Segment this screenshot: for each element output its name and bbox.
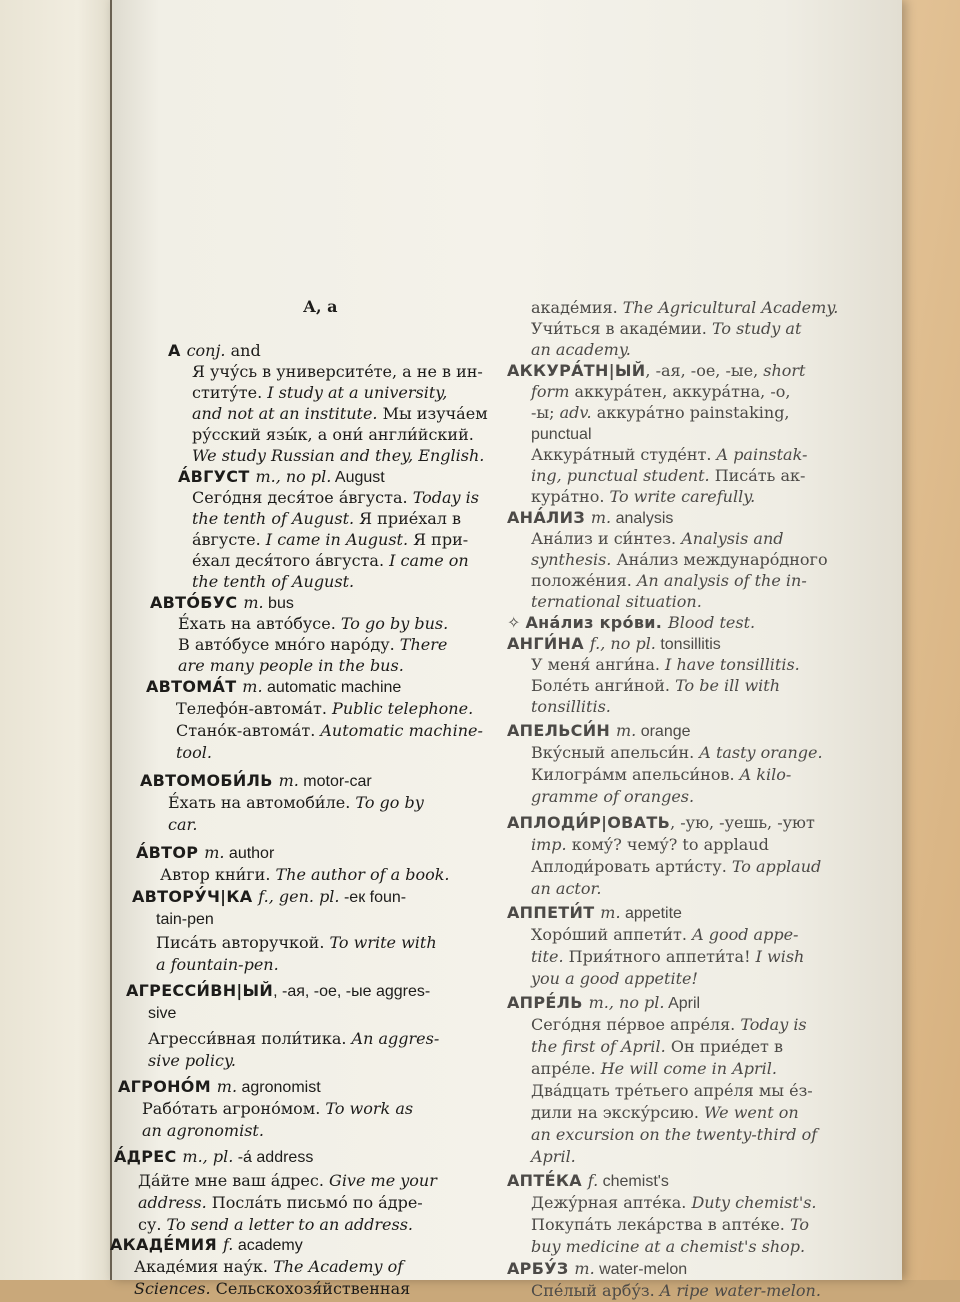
headword: А: [168, 341, 187, 360]
dictionary-line: [148, 1002, 176, 1025]
entry-text: , -ая, -ое, -ые aggres-: [273, 983, 431, 1000]
dictionary-line: [126, 980, 430, 1003]
translation-text: synthesis.: [531, 550, 617, 569]
dictionary-line: [110, 1234, 303, 1257]
headword: АППЕТИ́Т: [507, 903, 601, 922]
dictionary-line: [531, 297, 838, 319]
translation-text: and not at an institute.: [192, 404, 383, 423]
translation-text: An aggres-: [351, 1029, 440, 1048]
dictionary-line: [178, 634, 447, 656]
dictionary-line: [531, 381, 790, 403]
dictionary-line: [531, 1080, 813, 1102]
entry-text: Автор кни́ги.: [160, 865, 276, 884]
translation-text: the tenth of August.: [192, 509, 360, 528]
entry-text: sive: [148, 1005, 177, 1022]
translation-text: To send a letter to an address.: [166, 1215, 414, 1234]
dictionary-line: [192, 487, 479, 509]
dictionary-line: [138, 1214, 413, 1236]
headword: АГРОНО́М: [118, 1077, 217, 1096]
entry-text: Рабо́тать агроно́мом.: [142, 1099, 326, 1118]
dictionary-line: [531, 402, 790, 424]
translation-text: To go by bus.: [340, 614, 449, 633]
dictionary-line: [168, 340, 261, 362]
dictionary-line: [176, 698, 473, 720]
dictionary-line: [148, 1028, 439, 1050]
dictionary-line: [114, 1146, 313, 1169]
entry-text: Боле́ть анги́ной.: [531, 676, 676, 695]
headword: АПРЕ́ЛЬ: [507, 993, 589, 1012]
entry-text: appetite: [620, 905, 682, 922]
dictionary-line: [531, 570, 807, 592]
translation-text: He will come in April.: [600, 1059, 777, 1078]
entry-text: Я прие́хал в: [359, 509, 462, 528]
translation-text: To study at: [711, 319, 802, 338]
translation-text: We went on: [704, 1103, 799, 1122]
translation-text: The author of a book.: [275, 865, 450, 884]
translation-text: I came on: [389, 551, 469, 570]
headword: АККУРА́ТН|ЫЙ: [507, 361, 646, 380]
entry-text: -а́ address: [233, 1149, 314, 1166]
entry-text: аккура́тно painstaking,: [596, 403, 790, 422]
translation-text: tite.: [531, 947, 569, 966]
translation-text: The Academy of: [273, 1257, 404, 1276]
headword: АВТОРУ́Ч|КА: [132, 887, 259, 906]
headword: АВТОМА́Т: [146, 677, 243, 696]
dictionary-line: [531, 1102, 799, 1124]
dictionary-line: [531, 946, 804, 968]
headword: Ана́лиз кро́ви.: [525, 613, 669, 632]
translation-text: The Agricultural Academy.: [622, 298, 839, 317]
translation-text: A ripe water-melon.: [659, 1281, 821, 1300]
headword: АКАДЕ́МИЯ: [110, 1235, 223, 1254]
translation-text: tool.: [176, 743, 212, 762]
translation-text: buy medicine at a chemist's shop.: [531, 1237, 806, 1256]
entry-text: Сего́дня пе́рвое апре́ля.: [531, 1015, 741, 1034]
entry-text: orange: [636, 723, 691, 740]
dictionary-line: [507, 612, 755, 634]
translation-text: To write with: [329, 933, 437, 952]
dictionary-line: [531, 318, 801, 340]
translation-text: m.: [216, 1077, 238, 1096]
translation-text: m., no pl.: [588, 993, 665, 1012]
entry-text: ру́сский язы́к, а они́ англи́йский.: [192, 425, 474, 444]
dictionary-line: [531, 1036, 783, 1058]
dictionary-line: [507, 360, 805, 382]
translation-text: A kilo-: [739, 765, 792, 784]
entry-text: analysis: [611, 510, 674, 527]
entry-text: agronomist: [237, 1079, 321, 1096]
translation-text: adv.: [559, 403, 597, 422]
headword: АГРЕССИ́ВН|ЫЙ: [126, 981, 274, 1000]
entry-text: academy: [233, 1237, 303, 1254]
entry-text: automatic machine: [262, 679, 402, 696]
dictionary-line: [192, 361, 483, 383]
headword: АПЛОДИ́Р|ОВАТЬ: [507, 813, 671, 832]
entry-text: water-melon: [594, 1261, 688, 1278]
dictionary-line: [507, 992, 700, 1015]
entry-text: Писа́ть ак-: [714, 466, 806, 485]
dictionary-line: [192, 571, 354, 593]
translation-text: conj.: [186, 341, 226, 360]
entry-text: Мы изуча́ем: [382, 404, 488, 423]
entry-text: punctual: [531, 426, 592, 443]
translation-text: address.: [138, 1193, 212, 1212]
entry-text: положе́ния.: [531, 571, 637, 590]
dictionary-line: [507, 1170, 669, 1193]
translation-text: m.: [574, 1259, 595, 1278]
headword: А́ДРЕС: [114, 1147, 183, 1166]
entry-text: е́хал деся́того а́вгуста.: [192, 551, 390, 570]
entry-text: Телефо́н-автома́т.: [176, 699, 333, 718]
dictionary-line: [192, 382, 447, 404]
entry-text: Дежу́рная апте́ка.: [531, 1193, 692, 1212]
dictionary-line: [531, 465, 805, 487]
translation-text: an agronomist.: [142, 1121, 264, 1140]
translation-text: To applaud: [731, 857, 822, 876]
translation-text: m.: [243, 593, 264, 612]
entry-text: акаде́мия.: [531, 298, 623, 317]
dictionary-line: [531, 1058, 777, 1080]
translation-text: m.: [242, 677, 263, 696]
translation-text: April.: [531, 1147, 576, 1166]
dictionary-line: [531, 549, 828, 571]
entry-text: Килогра́мм апельси́нов.: [531, 765, 740, 784]
entry-text: Два́дцать тре́тьего апре́ля мы е́з-: [531, 1081, 813, 1100]
translation-text: m., no pl.: [255, 467, 332, 486]
dictionary-line: [192, 403, 488, 425]
dictionary-line: [507, 1258, 687, 1281]
entry-text: У меня́ анги́на.: [531, 655, 666, 674]
translation-text: An analysis of the in-: [636, 571, 807, 590]
translation-text: gramme of oranges.: [531, 787, 695, 806]
dictionary-line: [531, 834, 769, 856]
translation-text: m.: [278, 771, 299, 790]
dictionary-line: [146, 676, 401, 699]
translation-text: m.: [204, 843, 225, 862]
dictionary-line: [531, 878, 601, 900]
translation-text: an academy.: [531, 340, 631, 359]
translation-text: m.: [590, 508, 612, 527]
entry-text: and: [225, 341, 261, 360]
dictionary-line: [156, 908, 214, 931]
entry-text: кура́тно.: [531, 487, 610, 506]
entry-text: tonsillitis: [655, 636, 721, 653]
entry-text: Сего́дня деся́тое а́вгуста.: [192, 488, 413, 507]
dictionary-line: [138, 1192, 423, 1214]
entry-text: tain-pen: [156, 911, 214, 928]
translation-text: you a good appetite!: [531, 969, 698, 988]
entry-text: су.: [138, 1215, 167, 1234]
headword: А́ВТОР: [136, 843, 205, 862]
translation-text: an actor.: [531, 879, 602, 898]
dictionary-line: [531, 742, 823, 764]
entry-text: а́вгусте.: [192, 530, 266, 549]
dictionary-line: [531, 591, 702, 613]
translation-text: a fountain-pen.: [156, 955, 279, 974]
dictionary-line: [142, 1098, 413, 1120]
dictionary-line: [192, 508, 461, 530]
entry-text: -ы;: [531, 403, 560, 422]
headword: АПТЕ́КА: [507, 1171, 588, 1190]
entry-text: Акаде́мия нау́к.: [134, 1257, 274, 1276]
translation-text: ternational situation.: [531, 592, 702, 611]
dictionary-line: [531, 786, 694, 808]
translation-text: Automatic machine-: [320, 721, 483, 740]
entry-text: Я при-: [413, 530, 469, 549]
entry-text: August: [331, 469, 385, 486]
dictionary-line: [156, 932, 437, 954]
translation-text: the first of April.: [531, 1037, 671, 1056]
translation-text: are many people in the bus.: [178, 656, 404, 675]
dictionary-line: [507, 633, 721, 656]
entry-text: Я учу́сь в университе́те, а не в ин-: [192, 362, 483, 381]
entry-text: ✧: [507, 613, 526, 632]
dictionary-line: [531, 856, 821, 878]
entry-text: Хоро́ший аппети́т.: [531, 925, 693, 944]
translation-text: Blood test.: [668, 613, 756, 632]
headword: АВТО́БУС: [150, 593, 244, 612]
entry-text: , -ую, -уешь, -уют: [670, 813, 815, 832]
dictionary-line: [531, 654, 800, 676]
dictionary-line: [507, 902, 682, 925]
translation-text: A painstak-: [716, 445, 808, 464]
dictionary-line: [531, 444, 807, 466]
entry-text: Спе́лый арбу́з.: [531, 1281, 660, 1300]
entry-text: дили на экску́рсию.: [531, 1103, 705, 1122]
entry-text: Стано́к-автома́т.: [176, 721, 321, 740]
dictionary-line: [160, 864, 450, 886]
dictionary-line: [531, 1214, 809, 1236]
dictionary-line: [531, 675, 780, 697]
entry-text: motor-car: [298, 773, 372, 790]
entry-text: Прия́тного аппети́та!: [568, 947, 756, 966]
dictionary-line: [192, 529, 468, 551]
entry-text: Ана́лиз междунаро́дного: [616, 550, 828, 569]
dictionary-line: [134, 1256, 403, 1278]
dictionary-line: [531, 1192, 817, 1214]
translation-text: short: [763, 361, 806, 380]
entry-text: Ана́лиз и си́нтез.: [531, 529, 682, 548]
translation-text: m.: [615, 721, 637, 740]
headword: АВТОМОБИ́ЛЬ: [140, 771, 279, 790]
dictionary-line: [192, 550, 469, 572]
dictionary-line: [531, 1146, 576, 1168]
dictionary-line: [507, 507, 673, 530]
dictionary-line: [176, 720, 483, 742]
dictionary-line: [531, 764, 791, 786]
translation-text: ing, punctual student.: [531, 466, 715, 485]
headword: АПЕЛЬСИ́Н: [507, 721, 616, 740]
translation-text: imp.: [531, 835, 572, 854]
entry-text: Е́хать на автомоби́ле.: [168, 793, 356, 812]
headword: АНА́ЛИЗ: [507, 508, 591, 527]
dictionary-line: [531, 696, 611, 718]
translation-text: Analysis and: [681, 529, 784, 548]
dictionary-line: [118, 1076, 321, 1099]
headword: АРБУ́З: [507, 1259, 575, 1278]
dictionary-line: [168, 792, 424, 814]
entry-text: Учи́ться в акаде́мии.: [531, 319, 712, 338]
dictionary-line: [531, 924, 798, 946]
translation-text: Public telephone.: [332, 699, 474, 718]
entry-text: April: [664, 995, 701, 1012]
dictionary-line: [531, 1280, 821, 1302]
entry-text: Аплоди́ровать арти́сту.: [531, 857, 732, 876]
dictionary-line: [138, 1170, 437, 1192]
dictionary-line: [178, 466, 385, 489]
headword: АНГИ́НА: [507, 634, 590, 653]
entry-text: ститу́те.: [192, 383, 268, 402]
translation-text: m., pl.: [182, 1147, 234, 1166]
section-title: А, а: [303, 297, 338, 316]
entry-text: Покупа́ть лека́рства в апте́ке.: [531, 1215, 790, 1234]
dictionary-line: [531, 486, 755, 508]
translation-text: There: [399, 635, 448, 654]
dictionary-line: [531, 968, 698, 990]
translation-text: A good appe-: [692, 925, 799, 944]
entry-text: Вку́сный апельси́н.: [531, 743, 700, 762]
entry-text: кому́? чему́? to applaud: [571, 835, 769, 854]
entry-text: , -ая, -ое, -ые,: [645, 361, 764, 380]
translation-text: Duty chemist's.: [691, 1193, 817, 1212]
translation-text: To: [789, 1215, 810, 1234]
entry-text: Е́хать на авто́бусе.: [178, 614, 341, 633]
translation-text: f., no pl.: [589, 634, 656, 653]
dictionary-line: [156, 954, 279, 976]
translation-text: A tasty orange.: [699, 743, 823, 762]
dictionary-line: [178, 613, 448, 635]
dictionary-line: [531, 339, 631, 361]
dictionary-line: [134, 1278, 410, 1300]
entry-text: апре́ле.: [531, 1059, 601, 1078]
entry-text: chemist's: [598, 1173, 669, 1190]
translation-text: To work as: [325, 1099, 414, 1118]
translation-text: I study at a university,: [267, 383, 448, 402]
translation-text: We study Russian and they, English.: [192, 446, 485, 465]
translation-text: To write carefully.: [609, 487, 756, 506]
entry-text: Да́йте мне ваш а́дрес.: [138, 1171, 330, 1190]
translation-text: car.: [168, 815, 198, 834]
entry-text: аккура́тен, аккура́тна, -о,: [574, 382, 791, 401]
translation-text: sive policy.: [148, 1051, 236, 1070]
entry-text: Агресси́вная поли́тика.: [148, 1029, 352, 1048]
translation-text: f., gen. pl.: [258, 887, 340, 906]
headword: А́ВГУСТ: [178, 467, 256, 486]
dictionary-line: [178, 655, 404, 677]
translation-text: form: [531, 382, 575, 401]
translation-text: m.: [600, 903, 621, 922]
dictionary-line: [531, 1124, 817, 1146]
translation-text: Sciences.: [134, 1279, 211, 1298]
translation-text: I came in August.: [265, 530, 414, 549]
entry-text: -ек foun-: [339, 889, 407, 906]
entry-text: Посла́ть письмо́ по а́дре-: [211, 1193, 423, 1212]
entry-text: Аккура́тный студе́нт.: [531, 445, 717, 464]
entry-text: Писа́ть авторучкой.: [156, 933, 330, 952]
dictionary-line: [192, 445, 484, 467]
dictionary-line: [148, 1050, 236, 1072]
entry-text: Сельскохозя́йственная: [210, 1279, 411, 1298]
translation-text: I have tonsillitis.: [665, 655, 800, 674]
dictionary-line: [150, 592, 294, 615]
dictionary-line: [140, 770, 372, 793]
entry-text: author: [224, 845, 275, 862]
translation-text: an excursion on the twenty-third of: [531, 1125, 818, 1144]
dictionary-line: [507, 720, 691, 743]
dictionary-line: [132, 886, 406, 909]
translation-text: Today is: [740, 1015, 807, 1034]
translation-text: tonsillitis.: [531, 697, 611, 716]
dictionary-line: [192, 424, 474, 446]
translation-text: To be ill with: [675, 676, 780, 695]
translation-text: I wish: [755, 947, 805, 966]
dictionary-line: [142, 1120, 264, 1142]
translation-text: Give me your: [329, 1171, 437, 1190]
entry-text: В авто́бусе мно́го наро́ду.: [178, 635, 400, 654]
dictionary-line: [136, 842, 274, 865]
translation-text: To go by: [355, 793, 424, 812]
dictionary-line: [176, 742, 212, 764]
translation-text: Today is: [412, 488, 479, 507]
dictionary-line: [531, 1014, 807, 1036]
dictionary-line: [168, 814, 197, 836]
entry-text: Он прие́дет в: [670, 1037, 783, 1056]
dictionary-line: [531, 528, 783, 550]
dictionary-line: [531, 1236, 805, 1258]
translation-text: f.: [222, 1235, 234, 1254]
entry-text: bus: [263, 595, 294, 612]
dictionary-line: [531, 423, 592, 446]
translation-text: f.: [587, 1171, 599, 1190]
dictionary-line: [507, 812, 815, 834]
translation-text: the tenth of August.: [192, 572, 355, 591]
